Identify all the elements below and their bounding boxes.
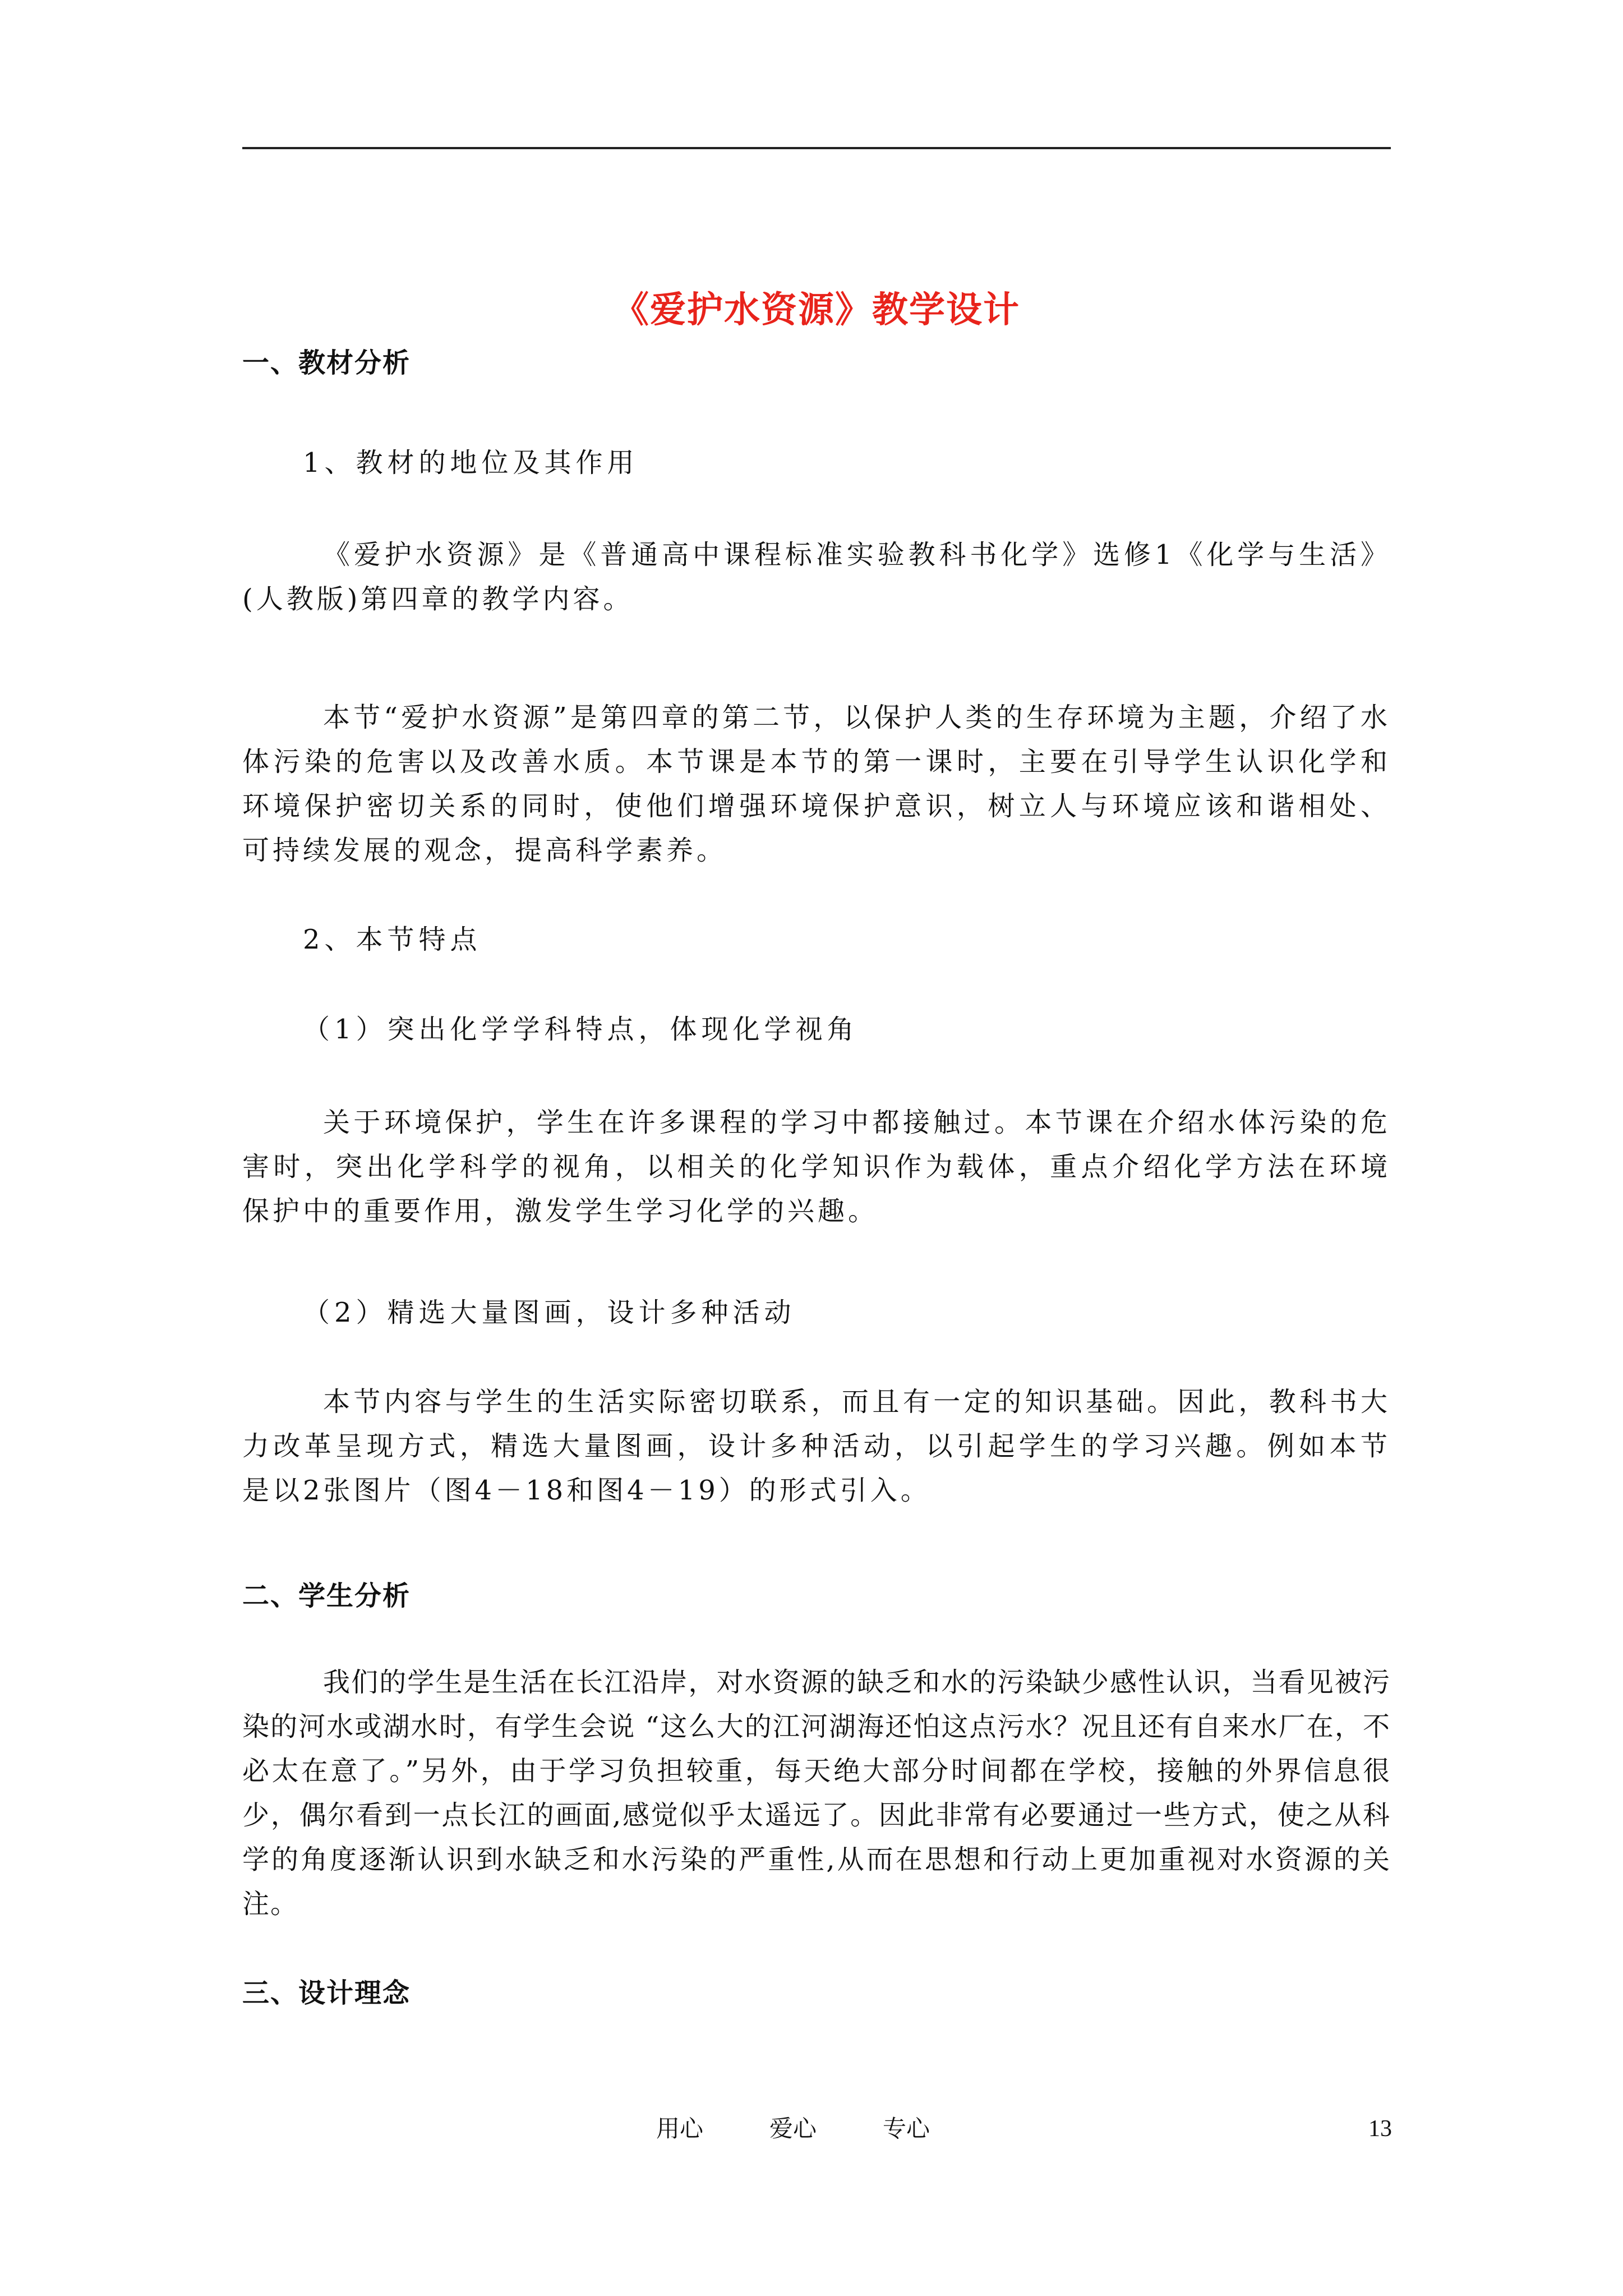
paragraph-pictures-and-activities: 本节内容与学生的生活实际密切联系，而且有一定的知识基础。因此，教科书大力改革呈现方式，精选大量图画，设计多种活动，以引起学生的学习兴趣。例如本节是以2张图片（图4－18和图4－19）的形式引入。	[242, 1386, 1391, 1506]
paragraph-chemistry-perspective: 关于环境保护，学生在许多课程的学习中都接触过。本节课在介绍水体污染的危害时，突出化学科学的视角，以相关的化学知识作为载体，重点介绍化学方法在环境保护中的重要作用，激发学生学习化学的兴趣。	[242, 1107, 1391, 1227]
page-footer	[0, 2109, 1623, 2148]
subheading-pictures-and-activities: （2）精选大量图画，设计多种活动	[303, 1297, 796, 1328]
section-heading-design-concept: 三、设计理念	[242, 1977, 411, 2009]
paragraph-student-analysis: 我们的学生是生活在长江沿岸，对水资源的缺乏和水的污染缺少感性认识，当看见被污染的河水或湖水时，有学生会说 “这么大的江河湖海还怕这点污水？况且还有自来水厂在，不必太在意了。”另外，由于学习负担较重，每天绝大部分时间都在学校，接触的外界信息很少，偶尔看到一点长江的画面,感觉似乎太遥远了。因此非常有必要通过一些方式，使之从科学的角度逐渐认识到水缺乏和水污染的严重性,从而在思想和行动上更加重视对水资源的关注。	[242, 1667, 1391, 1920]
paragraph-section-overview: 本节“爱护水资源”是第四章的第二节，以保护人类的生存环境为主题，介绍了水体污染的危害以及改善水质。本节课是本节的第一课时，主要在引导学生认识化学和环境保护密切关系的同时，使他们增强环境保护意识，树立人与环境应该和谐相处、可持续发展的观念，提高科学素养。	[242, 702, 1391, 866]
page-number: 13	[1368, 2116, 1392, 2142]
footer-motto-item: 爱心	[769, 2115, 817, 2142]
section-heading-student-analysis: 二、学生分析	[242, 1580, 411, 1612]
footer-motto	[656, 2109, 930, 2148]
footer-motto-item: 专心	[883, 2115, 930, 2142]
paragraph-textbook-source: 《爱护水资源》是《普通高中课程标准实验教科书化学》选修1《化学与生活》(人教版)第四章的教学内容。	[242, 539, 1391, 615]
document-title: 《爱护水资源》教学设计	[613, 289, 1020, 331]
subheading-position-and-role: 1、教材的地位及其作用	[303, 447, 639, 478]
footer-motto-item: 用心	[656, 2115, 704, 2142]
header-rule	[242, 147, 1391, 149]
subheading-section-features: 2、本节特点	[303, 924, 482, 955]
section-heading-textbook-analysis: 一、教材分析	[242, 347, 411, 379]
subheading-chemistry-perspective: （1）突出化学学科特点，体现化学视角	[303, 1014, 859, 1045]
